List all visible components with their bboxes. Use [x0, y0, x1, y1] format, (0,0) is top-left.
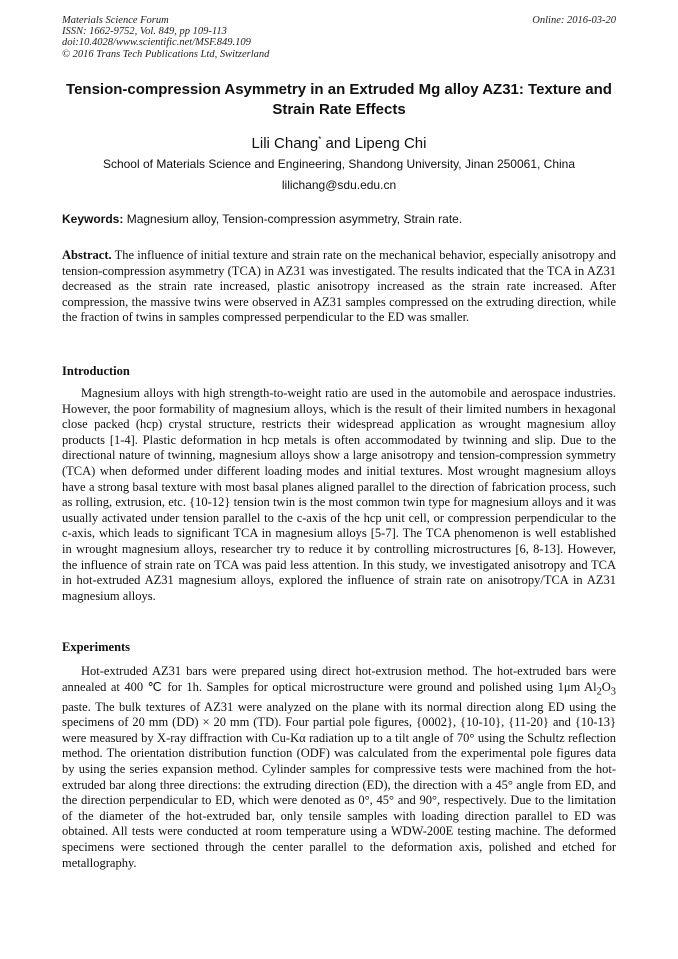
subscript-3: 3: [610, 686, 616, 698]
abstract-label: Abstract.: [62, 248, 112, 262]
author-email: lilichang@sdu.edu.cn: [281, 178, 397, 192]
keywords-label: Keywords:: [62, 212, 124, 226]
issn-line: ISSN: 1662-9752, Vol. 849, pp 109-113: [62, 26, 227, 38]
experiments-paragraph: [62, 664, 616, 871]
keywords: [62, 211, 616, 227]
section-heading-introduction: Introduction: [62, 364, 130, 378]
corresponding-mark: *: [318, 135, 322, 144]
affiliation: School of Materials Science and Engineering, Shandong University, Jinan 250061, China: [102, 157, 576, 171]
online-date: Online: 2016-03-20: [532, 15, 616, 26]
author-line: [62, 130, 616, 154]
paper-title: Tension-compression Asymmetry in an Extruded Mg alloy AZ31: Texture and Strain Rate Effects: [66, 81, 612, 118]
author-name: Lili Chang: [251, 135, 319, 152]
abstract-text: The influence of initial texture and strain rate on the mechanical behavior, especially anisotropy and tension-compression asymmetry (TCA) in AZ31 was investigated. The results indicated that the TCA in AZ31 decreased as the strain rate increased, plastic anisotropy increased as the strain rate increased. After compression, the massive twins were observed in AZ31 samples compressed on the extruding direction, while the fraction of twins in samples compressed perpendicular to the ED was smaller.: [62, 248, 616, 325]
experiments-text-a: Hot-extruded AZ31 bars were prepared using direct hot-extrusion method. The hot-extruded bars were annealed at 400 ℃ for 1h. Samples for optical microstructure were ground and polished using 1μm Al: [62, 664, 616, 694]
experiments-text-b: O: [601, 679, 611, 694]
journal-name: Materials Science Forum: [62, 15, 169, 26]
keywords-text: Magnesium alloy, Tension-compression asymmetry, Strain rate.: [123, 212, 463, 226]
doi-line: doi:10.4028/www.scientific.net/MSF.849.109: [62, 37, 251, 49]
section-heading-experiments: Experiments: [62, 640, 131, 654]
subscript-2: 2: [596, 686, 602, 698]
coauthor-name: and Lipeng Chi: [321, 135, 427, 152]
copyright-line: © 2016 Trans Tech Publications Ltd, Switzerland: [62, 48, 270, 60]
experiments-text-c: paste. The bulk textures of AZ31 were analyzed on the plane with its normal direction along ED using the specimens of 20 mm (DD) × 20 mm (TD). Four partial pole figures, {0002}, {10-10}, {11-20} and {10-13} were measured by X-ray diffraction with Cu-Kα radiation up to a tilt angle of 70° using the Schultz reflection method. The orientation distribution function (ODF) was calculated from the experimental pole figures data by using the series expansion method. Cylinder samples for compressive tests were machined from the hot-extruded bar along three directions: the extruding direction (ED), the direction with a 45° angle from ED, and the direction perpendicular to ED, which were denoted as 0°, 45° and 90°, respectively. Due to the limitation of the diameter of the hot-extruded bar, only tensile samples with loading direction parallel to ED was obtained. All tests were conducted at room temperature using a WDW-200E testing machine. The deformed specimens were sectioned through the center parallel to the deformation axis, polished and etched for metallography.: [62, 699, 616, 870]
abstract: [62, 248, 616, 326]
journal-header: [62, 15, 269, 60]
introduction-body: [62, 386, 616, 604]
experiments-body: [62, 664, 616, 871]
introduction-paragraph: Magnesium alloys with high strength-to-weight ratio are used in the automobile and aerospace industries. However, the poor formability of magnesium alloys, which is the result of their limited numbers in hexagonal close packed (hcp) crystal structure, restricts their widespread application as wrought magnesium alloy products [1-4]. Plastic deformation in hcp metals is often accommodated by twinning and slip. Due to the directional nature of twinning, magnesium alloys show a large anisotropy and tension-compression symmetry (TCA) when deformed under different loading modes and initial textures. Most wrought magnesium alloys have a strong basal texture with most basal planes aligned parallel to the direction of fabrication process, such as rolling, extrusion, etc. {10-12} tension twin is the most common twin type for magnesium alloys and it was usually activated under tension parallel to the c-axis of the hcp unit cell, or compression perpendicular to the c-axis, which leads to significant TCA in magnesium alloys [5-7]. The TCA phenomenon is well established in wrought magnesium alloys, researcher try to reduce it by controlling microstructures [6, 8-13]. However, the influence of strain rate on TCA was paid less attention. In this study, we investigated anisotropy and TCA in hot-extruded AZ31 magnesium alloys, explored the influence of strain rate on anisotropy/TCA in AZ31 magnesium alloys.: [62, 386, 616, 603]
